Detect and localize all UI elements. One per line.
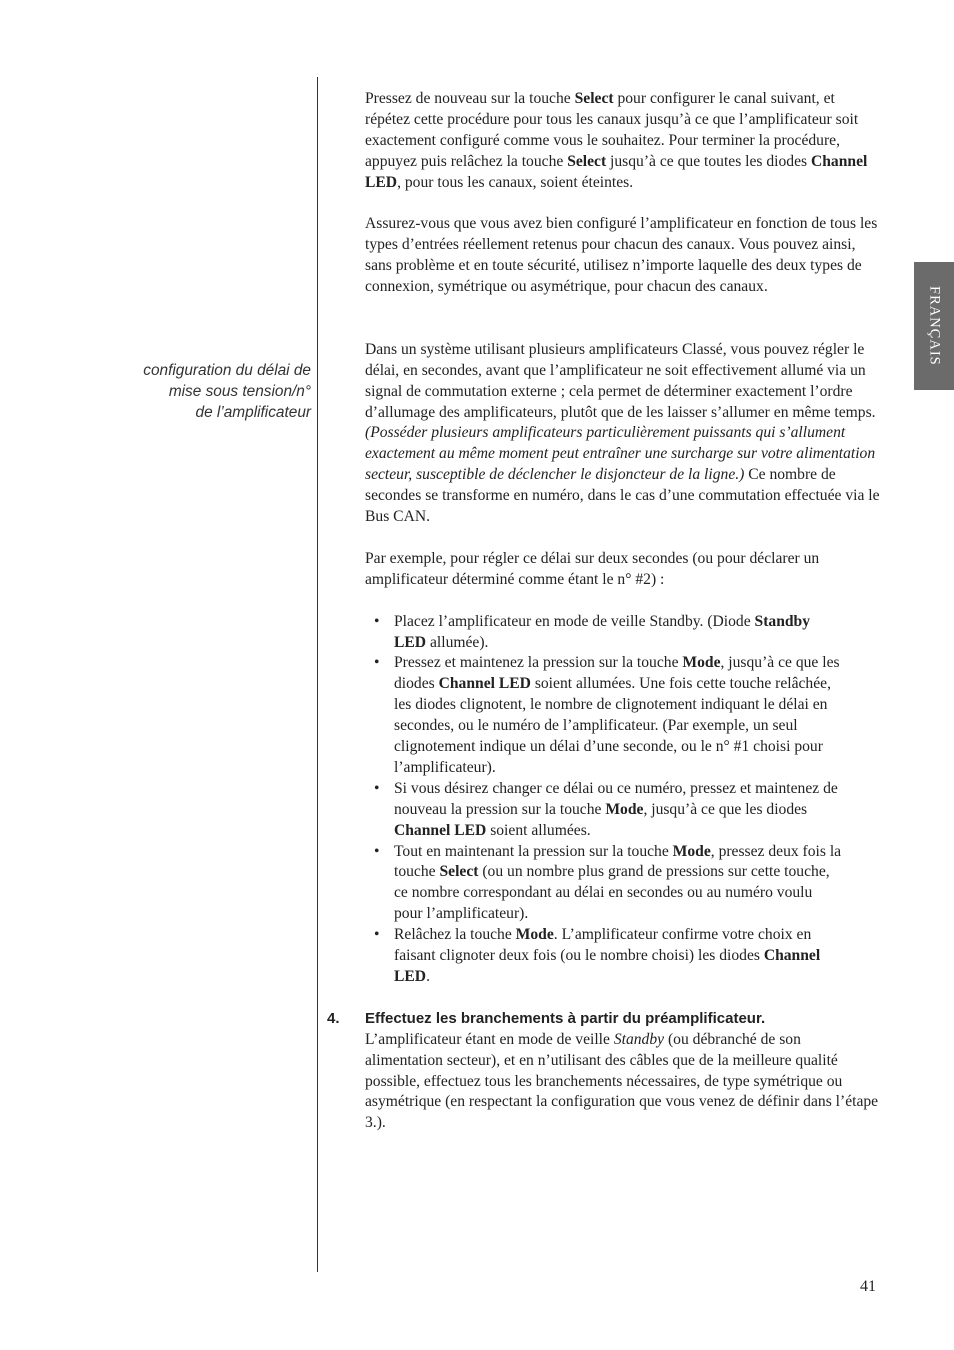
text-run: Dans un système utilisant plusieurs amplificateurs Classé, vous pouvez régler le délai, en secondes, avant que l’amplificateur ne soit effectivement allumé via un signal de commutation externe ; cela permet de déterminer exactement l’ordre d’allumage des amplificateurs, plutôt que de les laisser s’allumer en même temps. xyxy=(365,340,876,421)
text-run: (ou débranché de son alimentation secteur), et en n’utilisant des câbles que de la meilleure qualité possible, effectuez tous les branchements nécessaires, de type symétrique ou asymétrique (en respectant la configuration que vous venez de définir dans l’étape 3.). xyxy=(365,1030,879,1132)
text-run: Ce nombre de secondes se transforme en numéro, dans le cas d’une commutation effectuée via le Bus CAN. xyxy=(365,466,880,526)
italic-standby: Standby xyxy=(613,1030,665,1048)
list-item xyxy=(365,612,844,654)
list-item xyxy=(365,779,844,842)
key-mode: Mode xyxy=(605,800,644,818)
channel-led-label: Channel LED xyxy=(365,152,868,191)
key-mode: Mode xyxy=(515,926,554,944)
text-run: (ou un nombre plus grand de pressions sur cette touche, ce nombre correspondant au délai en secondes ou au numéro voulu pour l’amplificateur). xyxy=(394,863,830,923)
main-text-column xyxy=(327,89,880,1134)
step-heading: Effectuez les branchements à partir du préamplificateur. xyxy=(365,1009,766,1027)
text-run: , pour tous les canaux, soient éteintes. xyxy=(397,173,634,191)
list-item xyxy=(365,842,844,926)
text-run: Placez l’amplificateur en mode de veille Standby. (Diode xyxy=(394,612,755,630)
text-run: , pressez deux fois la touche xyxy=(394,842,842,881)
text-run: pour configurer le canal suivant, et répétez cette procédure pour tous les canaux jusqu’à ce que l’amplificateur soit exactement configuré comme vous le souhaitez. Pour terminer la procédure, appuyez puis relâchez la touche xyxy=(365,90,859,170)
key-select: Select xyxy=(574,90,614,107)
paragraph-select-procedure xyxy=(365,89,880,194)
paragraph-input-check: Assurez-vous que vous avez bien configuré l’amplificateur en fonction de tous les types d’entrées réellement retenus pour chacun des canaux. Vous pouvez ainsi, sans problème et en toute sécurité, utilisez n’importe laquelle des deux types de connexion, symétrique ou asymétrique, pour chacun des canaux. xyxy=(365,215,878,296)
key-mode: Mode xyxy=(672,842,711,860)
language-tab xyxy=(914,262,954,390)
language-tab-label: FRANÇAIS xyxy=(926,286,943,366)
text-run: soient allumées. Une fois cette touche relâchée, les diodes clignotent, le nombre de clignotement indiquant le délai en secondes, ou le numéro de l’amplificateur. (Par exemple, un seul clignotement indique un délai d’une seconde, ou le n° #1 choisi pour l’amplificateur). xyxy=(394,675,831,776)
text-run: . xyxy=(426,968,430,985)
step-4 xyxy=(327,1009,880,1134)
italic-note: (Posséder plusieurs amplificateurs particulièrement puissants qui s’allument exactement au même moment peut entraîner une surcharge sur votre alimentation secteur, susceptible de déclencher le disjoncteur de la ligne.) xyxy=(365,424,876,484)
paragraph-example: Par exemple, pour régler ce délai sur deux secondes (ou pour déclarer un amplificateur déterminé comme étant le n° #2) : xyxy=(365,549,820,588)
text-run: soient allumées. xyxy=(486,821,591,839)
channel-led-label: Channel LED xyxy=(438,675,531,693)
text-run: . L’amplificateur confirme votre choix en faisant clignoter deux fois (ou le nombre choisi) les diodes xyxy=(394,926,812,965)
text-run: jusqu’à ce que toutes les diodes xyxy=(606,152,811,170)
list-item xyxy=(365,925,844,988)
channel-led-label: Channel LED xyxy=(394,821,487,839)
text-run: Si vous désirez changer ce délai ou ce numéro, pressez et maintenez de nouveau la pression sur la touche xyxy=(394,779,838,818)
standby-led-label: Standby LED xyxy=(394,612,811,651)
sidebar-heading-line: mise sous tension/n° xyxy=(168,383,311,400)
step-body xyxy=(365,1030,880,1135)
sidebar-heading xyxy=(100,360,311,423)
text-run: , jusqu’à ce que les diodes xyxy=(394,654,840,693)
instruction-list xyxy=(365,612,880,988)
channel-led-label: Channel LED xyxy=(394,947,821,985)
key-select: Select xyxy=(439,863,479,881)
sidebar-heading-line: de l’amplificateur xyxy=(195,404,311,421)
key-select: Select xyxy=(567,152,607,170)
text-run: Relâchez la touche xyxy=(394,926,516,944)
text-run: Tout en maintenant la pression sur la touche xyxy=(394,842,673,860)
step-number: 4. xyxy=(327,1009,340,1027)
column-divider xyxy=(317,77,318,1272)
list-item xyxy=(365,653,844,778)
text-run: allumée). xyxy=(426,633,489,651)
text-run: L’amplificateur étant en mode de veille xyxy=(365,1030,614,1048)
page-number: 41 xyxy=(860,1278,876,1295)
key-mode: Mode xyxy=(682,654,721,672)
text-run: Pressez de nouveau sur la touche xyxy=(365,90,575,107)
text-run: Pressez et maintenez la pression sur la touche xyxy=(394,654,683,672)
sidebar-heading-line: configuration du délai de xyxy=(143,362,311,379)
text-run: , jusqu’à ce que les diodes xyxy=(643,800,808,818)
paragraph-delay-intro xyxy=(365,340,880,528)
